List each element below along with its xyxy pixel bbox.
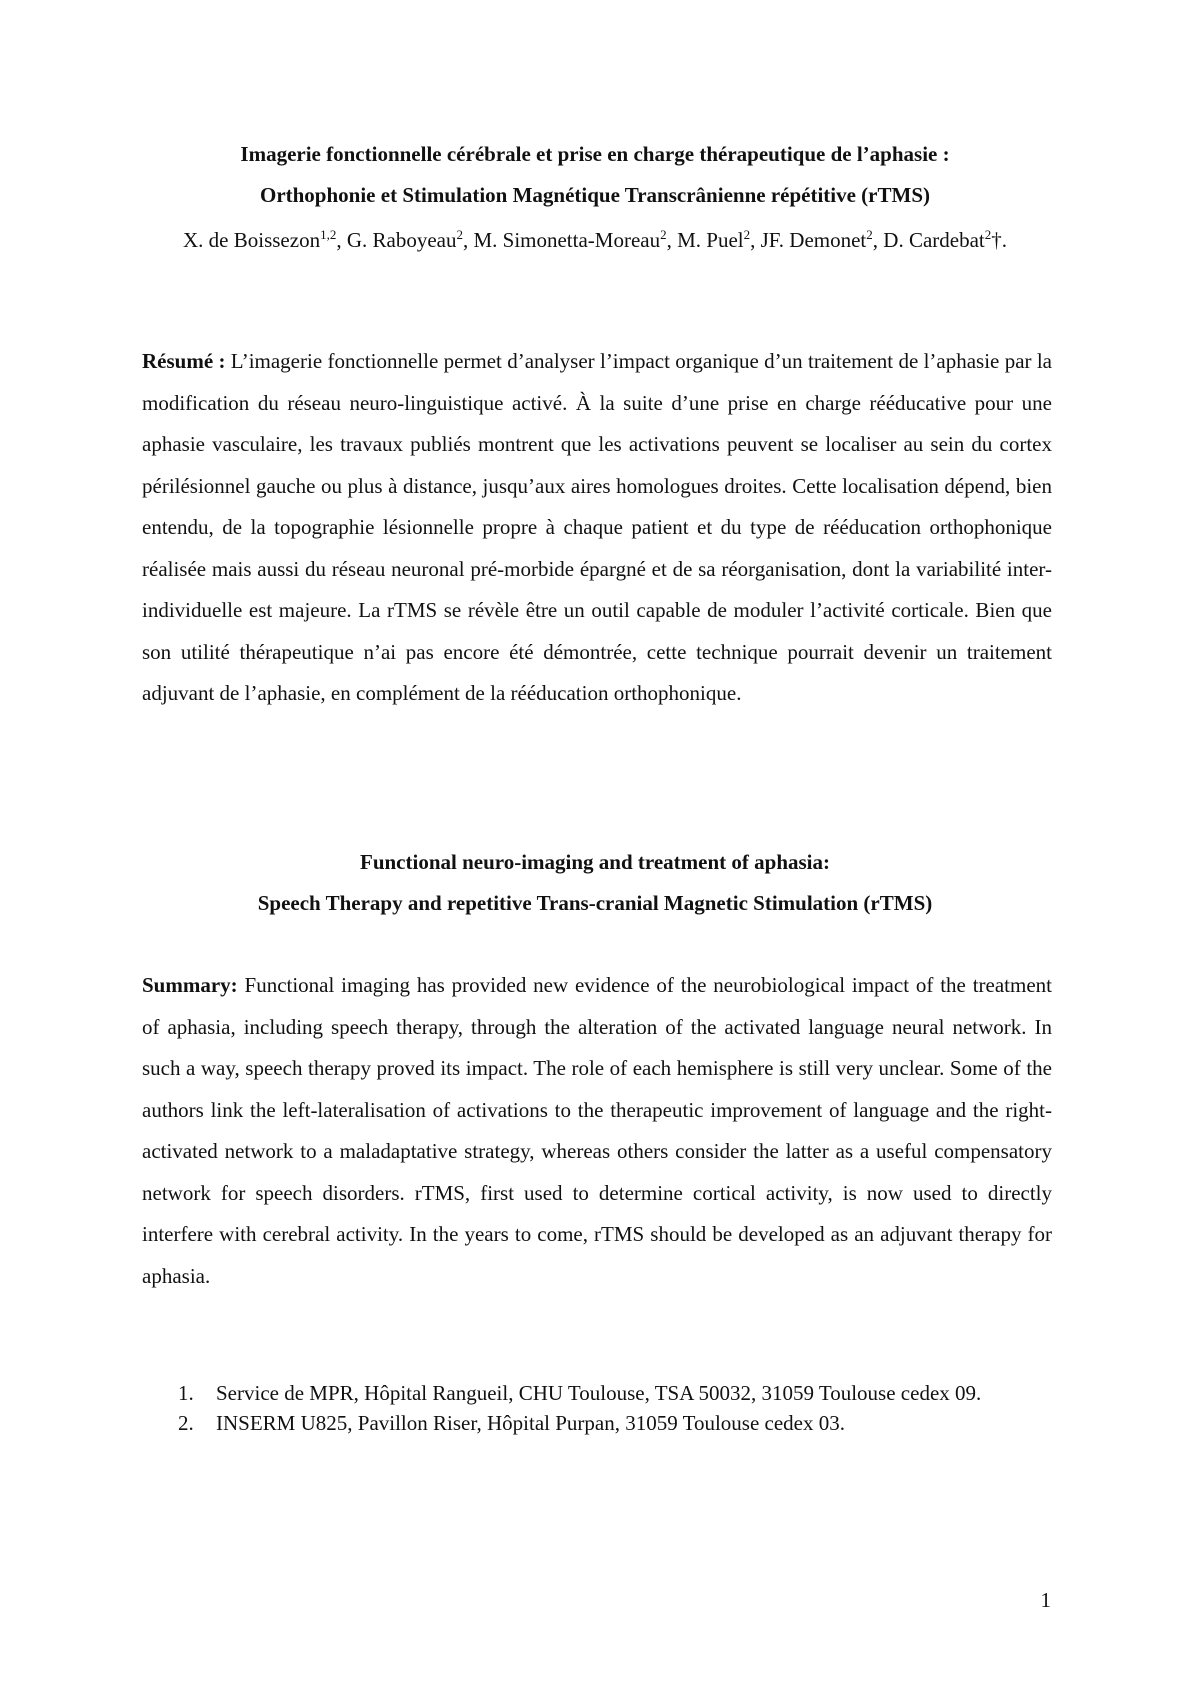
author: M. Puel$^2$, [677,227,761,252]
affiliation-text: INSERM U825, Pavillon Riser, Hôpital Purpan, 31059 Toulouse cedex 03. [216,1411,846,1435]
abstract-english-label: Summary: [142,973,238,997]
title-french-line-1: Imagerie fonctionnelle cérébrale et prise en charge thérapeutique de l’aphasie : [240,142,950,166]
author: M. Simonetta-Moreau$^2$, [473,227,678,252]
page-number: 1 [1040,1588,1051,1612]
author: D. Cardebat$^2$†. [883,227,1007,252]
abstract-french-text: L’imagerie fonctionnelle permet d’analyser l’impact organique d’un traitement de l’aphasie par la modification du réseau neuro-linguistique activé. À la suite d’une prise en charge rééducative pour une aphasie vasculaire, les travaux publiés montrent que les activations peuvent se localiser au sein du cortex périlésionnel gauche ou plus à distance, jusqu’aux aires homologues droites. Cette localisation dépend, bien entendu, de la topographie lésionnelle propre à chaque patient et du type de rééducation orthophonique réalisée mais aussi du réseau neuronal pré-morbide épargné et de sa réorganisation, dont la variabilité inter-individuelle est majeure. La rTMS se révèle être un outil capable de moduler l’activité corticale. Bien que son utilité thérapeutique n’ai pas encore été démontrée, cette technique pourrait devenir un traitement adjuvant de l’aphasie, en complément de la rééducation orthophonique. [142,349,1052,705]
title-english-line-2: Speech Therapy and repetitive Trans-cranial Magnetic Stimulation (rTMS) [257,891,933,915]
author: G. Raboyeau$^2$, [346,227,474,252]
abstract-french [142,341,1052,715]
affiliation-number: 2. [178,1411,194,1435]
title-french [140,134,1050,216]
affiliation-item [178,1380,1028,1406]
author-list [140,220,1050,261]
author: JF. Demonet$^2$, [760,227,884,252]
author: X. de Boissezon$^{1,2}$, [183,227,347,252]
affiliation-text: Service de MPR, Hôpital Rangueil, CHU Toulouse, TSA 50032, 31059 Toulouse cedex 09. [216,1381,982,1405]
title-english-line-1: Functional neuro-imaging and treatment of aphasia: [360,850,830,874]
abstract-english-text: Functional imaging has provided new evidence of the neurobiological impact of the treatment of aphasia, including speech therapy, through the alteration of the activated language neural network. In such a way, speech therapy proved its impact. The role of each hemisphere is still very unclear. Some of the authors link the left-lateralisation of activations to the therapeutic improvement of language and the right-activated network to a maladaptative strategy, whereas others consider the latter as a useful compensatory network for speech disorders. rTMS, first used to determine cortical activity, is now used to directly interfere with cerebral activity. In the years to come, rTMS should be developed as an adjuvant therapy for aphasia. [142,973,1052,1288]
affiliation-item [178,1410,1028,1436]
affiliation-number: 1. [178,1381,194,1405]
title-french-line-2: Orthophonie et Stimulation Magnétique Transcrânienne répétitive (rTMS) [259,183,930,207]
abstract-french-label: Résumé : [142,349,226,373]
title-english [140,842,1050,924]
affiliation-list [178,1380,1028,1440]
abstract-english [142,965,1052,1297]
